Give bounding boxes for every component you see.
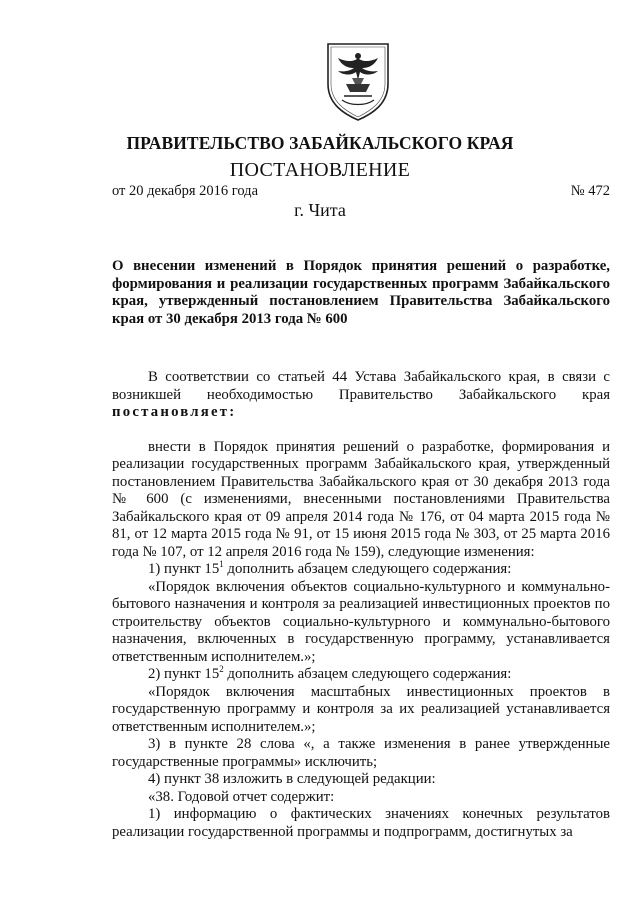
quote-1: «Порядок включения объектов социально-культурного и коммунально-бытового назначения и контроля за реализацией инвестиционных проектов по строительству объектов социально-культурного и коммунально-бытового назначения, включенных в государственную программу, устанавливается ответственным исполнителем.»; bbox=[112, 578, 610, 665]
item-4: 4) пункт 38 изложить в следующей редакции: bbox=[148, 771, 436, 787]
preamble-text: В соответствии со статьей 44 Устава Забайкальского края, в связи с возникшей необходимостью Правительство Забайкальского края bbox=[112, 369, 610, 403]
sub-item-1: 1) информацию о фактических значениях конечных результатов реализации государственной программы и подпрограмм, достигнутых за bbox=[112, 806, 610, 840]
item-2-pre: 2) пункт 15 bbox=[148, 666, 220, 682]
item-2-post: дополнить абзацем следующего содержания: bbox=[223, 666, 512, 682]
item-1-post: дополнить абзацем следующего содержания: bbox=[223, 561, 512, 577]
document-type: ПОСТАНОВЛЕНИЕ bbox=[229, 159, 411, 181]
document-body bbox=[112, 369, 610, 841]
document-date: от 20 декабря 2016 года bbox=[112, 183, 258, 199]
item-2 bbox=[112, 666, 610, 684]
item-3: 3) в пункте 28 слова «, а также изменения в ранее утвержденные государственные программы» исключить; bbox=[112, 736, 610, 770]
organization-title: ПРАВИТЕЛЬСТВО ЗАБАЙКАЛЬСКОГО КРАЯ bbox=[126, 133, 514, 153]
item-1 bbox=[112, 561, 610, 579]
quote-3: «38. Годовой отчет содержит: bbox=[148, 788, 335, 805]
item-2-sup: 2 bbox=[219, 664, 224, 675]
document-number: № 472 bbox=[570, 183, 610, 199]
decree-word: постановляет: bbox=[112, 404, 237, 420]
quote-2: «Порядок включения масштабных инвестиционных проектов в государственную программу и контроля за их реализацией устанавливается ответственным исполнителем.»; bbox=[112, 683, 610, 735]
coat-of-arms-emblem bbox=[324, 40, 392, 122]
document-title: О внесении изменений в Порядок принятия решений о разработке, формирования и реализации государственных программ Забайкальского края, утвержденный постановлением Правительства Забайкальского края от 30 декабря 2013 года № 600 bbox=[112, 258, 610, 327]
preamble-paragraph bbox=[112, 369, 610, 422]
intro-paragraph: внести в Порядок принятия решений о разработке, формирования и реализации государственных программ Забайкальского края, утвержденный постановлением Правительства Забайкальского края от 30 декабря 2013 года № 600 (с изменениями, внесенными постановлениями Правительства Забайкальского края от 09 апреля 2014 года № 176, от 04 марта 2015 года № 81, от 12 марта 2015 года № 91, от 15 июня 2015 года № 303, от 25 марта 2016 года № 107, от 12 апреля 2016 года № 159), следующие изменения: bbox=[112, 438, 610, 560]
document-city: г. Чита bbox=[294, 200, 346, 220]
item-1-pre: 1) пункт 15 bbox=[148, 561, 220, 577]
item-1-sup: 1 bbox=[219, 559, 224, 570]
